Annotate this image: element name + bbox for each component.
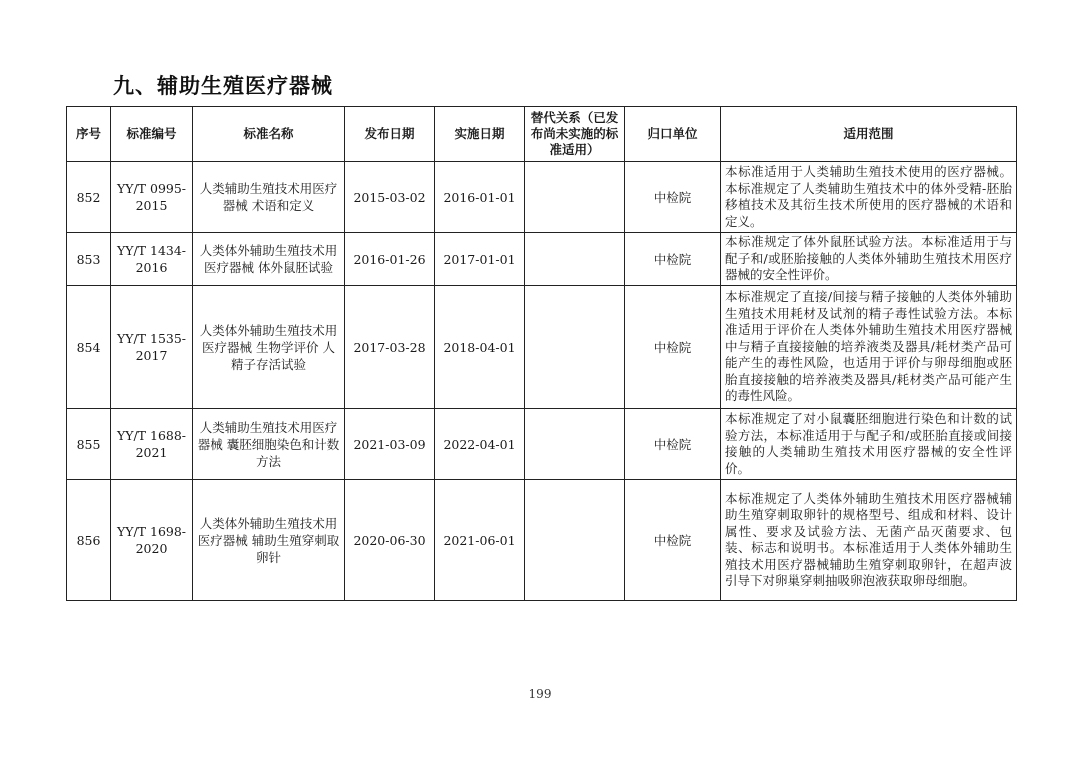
row-replaces [525,162,625,233]
table-header-row [67,107,1017,162]
col-header-unit: 归口单位 [625,107,721,162]
row-publish-date: 2015-03-02 [345,162,435,233]
col-header-publish-date: 发布日期 [345,107,435,162]
row-scope: 本标准规定了体外鼠胚试验方法。本标准适用于与配子和/或胚胎接触的人类体外辅助生殖技术用医疗器械的安全性评价。 [721,233,1017,286]
row-replaces [525,480,625,601]
page-number: 199 [528,687,552,701]
col-header-replaces: 替代关系（已发布尚未实施的标准适用） [525,107,625,162]
row-effective-date: 2016-01-01 [435,162,525,233]
row-name: 人类体外辅助生殖技术用医疗器械 体外鼠胚试验 [193,233,345,286]
row-name: 人类体外辅助生殖技术用医疗器械 生物学评价 人精子存活试验 [193,286,345,409]
col-header-effective-date: 实施日期 [435,107,525,162]
row-replaces [525,286,625,409]
row-code: YY/T 1698-2020 [111,480,193,601]
row-unit: 中检院 [625,233,721,286]
row-no: 852 [67,162,111,233]
table-row [67,480,1017,601]
row-scope: 本标准规定了直接/间接与精子接触的人类体外辅助生殖技术用耗材及试剂的精子毒性试验方法。本标准适用于评价在人类体外辅助生殖技术用医疗器械中与精子直接接触的培养液类及器具/耗材类产品可能产生的毒性风险，也适用于评价与卵母细胞或胚胎直接接触的培养液类及器具/耗材类产品可能产生的毒性风险。 [721,286,1017,409]
table-row [67,409,1017,480]
table-row [67,286,1017,409]
row-no: 855 [67,409,111,480]
row-effective-date: 2022-04-01 [435,409,525,480]
col-header-code: 标准编号 [111,107,193,162]
table-row [67,233,1017,286]
row-code: YY/T 0995-2015 [111,162,193,233]
row-code: YY/T 1688-2021 [111,409,193,480]
col-header-name: 标准名称 [193,107,345,162]
row-unit: 中检院 [625,480,721,601]
row-name: 人类辅助生殖技术用医疗器械 囊胚细胞染色和计数方法 [193,409,345,480]
row-publish-date: 2016-01-26 [345,233,435,286]
row-name: 人类体外辅助生殖技术用医疗器械 辅助生殖穿刺取卵针 [193,480,345,601]
row-name: 人类辅助生殖技术用医疗器械 术语和定义 [193,162,345,233]
row-no: 853 [67,233,111,286]
col-header-scope: 适用范围 [721,107,1017,162]
row-unit: 中检院 [625,286,721,409]
row-no: 856 [67,480,111,601]
row-no: 854 [67,286,111,409]
row-unit: 中检院 [625,162,721,233]
row-publish-date: 2021-03-09 [345,409,435,480]
row-publish-date: 2017-03-28 [345,286,435,409]
row-effective-date: 2018-04-01 [435,286,525,409]
row-code: YY/T 1434-2016 [111,233,193,286]
row-replaces [525,233,625,286]
standards-table [66,106,1017,601]
row-effective-date: 2017-01-01 [435,233,525,286]
section-title: 九、辅助生殖医疗器械 [113,74,333,98]
row-effective-date: 2021-06-01 [435,480,525,601]
table-row [67,162,1017,233]
row-replaces [525,409,625,480]
row-code: YY/T 1535-2017 [111,286,193,409]
row-scope: 本标准规定了人类体外辅助生殖技术用医疗器械辅助生殖穿刺取卵针的规格型号、组成和材料、设计属性、要求及试验方法、无菌产品灭菌要求、包装、标志和说明书。本标准适用于人类体外辅助生殖技术用医疗器械辅助生殖穿刺取卵针，在超声波引导下对卵巢穿刺抽吸卵泡液获取卵母细胞。 [721,480,1017,601]
row-publish-date: 2020-06-30 [345,480,435,601]
row-unit: 中检院 [625,409,721,480]
row-scope: 本标准规定了对小鼠囊胚细胞进行染色和计数的试验方法，本标准适用于与配子和/或胚胎直接或间接接触的人类辅助生殖技术用医疗器械的安全性评价。 [721,409,1017,480]
row-scope: 本标准适用于人类辅助生殖技术使用的医疗器械。本标准规定了人类辅助生殖技术中的体外受精-胚胎移植技术及其衍生技术所使用的医疗器械的术语和定义。 [721,162,1017,233]
col-header-no: 序号 [67,107,111,162]
